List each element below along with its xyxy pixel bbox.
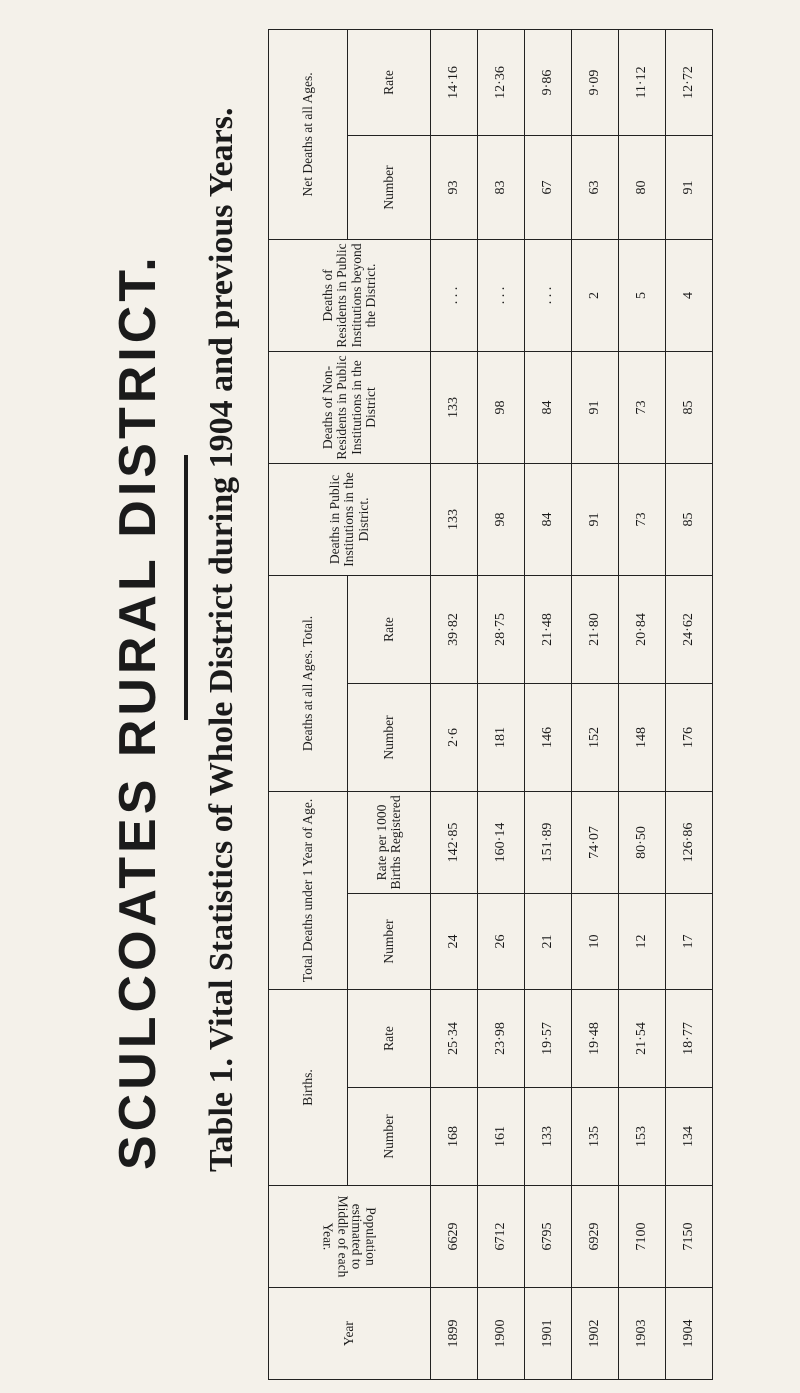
- cell-net-rate: 9·86: [525, 29, 572, 135]
- cell-infant-rate: 160·14: [478, 791, 525, 893]
- cell-infant-number: 21: [525, 893, 572, 989]
- cell-infant-number: 10: [572, 893, 619, 989]
- cell-net-rate: 12·72: [666, 29, 713, 135]
- cell-deaths-non-residents: 98: [478, 351, 525, 463]
- cell-net-rate: 11·12: [619, 29, 666, 135]
- cell-births-number: 153: [619, 1088, 666, 1186]
- cell-year: 1901: [525, 1288, 572, 1380]
- cell-net-rate: 9·09: [572, 29, 619, 135]
- cell-deaths-number: 152: [572, 683, 619, 791]
- cell-net-number: 93: [431, 135, 478, 239]
- cell-deaths-rate: 39·82: [431, 575, 478, 683]
- header-year: Year: [269, 1288, 431, 1380]
- header-births: Births.: [269, 989, 348, 1185]
- table-row: [572, 29, 619, 1379]
- cell-deaths-public: 98: [478, 463, 525, 575]
- header-net-rate: Rate: [348, 29, 431, 135]
- cell-year: 1900: [478, 1288, 525, 1380]
- cell-deaths-rate: 21·48: [525, 575, 572, 683]
- cell-infant-rate: 151·89: [525, 791, 572, 893]
- cell-infant-rate: 74·07: [572, 791, 619, 893]
- cell-year: 1903: [619, 1288, 666, 1380]
- cell-deaths-public: 85: [666, 463, 713, 575]
- header-deaths-rate: Rate: [348, 575, 431, 683]
- header-population-text: Population estimated to Middle of each Year.: [321, 1195, 379, 1278]
- cell-deaths-public: 91: [572, 463, 619, 575]
- header-births-number: Number: [348, 1088, 431, 1186]
- cell-net-number: 83: [478, 135, 525, 239]
- cell-births-number: 168: [431, 1088, 478, 1186]
- cell-deaths-public: 133: [431, 463, 478, 575]
- header-infant-deaths: Total Deaths under 1 Year of Age.: [269, 791, 348, 989]
- vital-statistics-table-wrapper: [268, 66, 708, 1380]
- header-deaths-total: Deaths at all Ages. Total.: [269, 575, 348, 791]
- cell-births-rate: 19·57: [525, 989, 572, 1087]
- cell-population: 6929: [572, 1186, 619, 1288]
- header-infant-number: Number: [348, 893, 431, 989]
- district-title: SCULCOATES RURAL DISTRICT.: [109, 253, 167, 1170]
- header-deaths-residents-beyond: Deaths of Residents in Public Institutions beyond the District.: [269, 239, 431, 351]
- cell-births-rate: 25·34: [431, 989, 478, 1087]
- cell-net-number: 63: [572, 135, 619, 239]
- cell-net-rate: 14·16: [431, 29, 478, 135]
- cell-deaths-non-residents: 84: [525, 351, 572, 463]
- table-row: [431, 29, 478, 1379]
- table-row: [478, 29, 525, 1379]
- cell-deaths-public: 73: [619, 463, 666, 575]
- cell-births-rate: 23·98: [478, 989, 525, 1087]
- cell-deaths-non-residents: 73: [619, 351, 666, 463]
- header-deaths-public: Deaths in Public Institutions in the District.: [269, 463, 431, 575]
- cell-deaths-number: 146: [525, 683, 572, 791]
- header-deaths-non-residents: Deaths of Non-Residents in Public Institutions in the District: [269, 351, 431, 463]
- cell-births-number: 161: [478, 1088, 525, 1186]
- cell-deaths-rate: 28·75: [478, 575, 525, 683]
- header-population: [269, 1186, 431, 1288]
- header-net-number: Number: [348, 135, 431, 239]
- cell-infant-rate: 142·85: [431, 791, 478, 893]
- cell-population: 7100: [619, 1186, 666, 1288]
- cell-net-number: 91: [666, 135, 713, 239]
- cell-deaths-rate: 20·84: [619, 575, 666, 683]
- cell-year: 1904: [666, 1288, 713, 1380]
- cell-deaths-number: 181: [478, 683, 525, 791]
- cell-infant-rate: 80·50: [619, 791, 666, 893]
- cell-population: 6795: [525, 1186, 572, 1288]
- cell-deaths-residents-beyond: 5: [619, 239, 666, 351]
- cell-net-number: 67: [525, 135, 572, 239]
- cell-year: 1899: [431, 1288, 478, 1380]
- cell-deaths-number: 2·6: [431, 683, 478, 791]
- cell-births-rate: 21·54: [619, 989, 666, 1087]
- cell-births-number: 133: [525, 1088, 572, 1186]
- cell-deaths-residents-beyond: 4: [666, 239, 713, 351]
- cell-deaths-residents-beyond: 2: [572, 239, 619, 351]
- cell-deaths-rate: 24·62: [666, 575, 713, 683]
- header-births-rate: Rate: [348, 989, 431, 1087]
- header-deaths-number: Number: [348, 683, 431, 791]
- cell-deaths-residents-beyond: . . .: [478, 239, 525, 351]
- vital-statistics-table: [268, 29, 713, 1380]
- cell-infant-number: 26: [478, 893, 525, 989]
- cell-births-number: 135: [572, 1088, 619, 1186]
- cell-population: 7150: [666, 1186, 713, 1288]
- cell-deaths-non-residents: 91: [572, 351, 619, 463]
- cell-deaths-non-residents: 85: [666, 351, 713, 463]
- cell-population: 6712: [478, 1186, 525, 1288]
- cell-deaths-residents-beyond: . . .: [431, 239, 478, 351]
- cell-infant-number: 12: [619, 893, 666, 989]
- cell-deaths-number: 148: [619, 683, 666, 791]
- cell-deaths-rate: 21·80: [572, 575, 619, 683]
- cell-births-rate: 18·77: [666, 989, 713, 1087]
- cell-year: 1902: [572, 1288, 619, 1380]
- cell-infant-number: 17: [666, 893, 713, 989]
- cell-net-rate: 12·36: [478, 29, 525, 135]
- table-row: [619, 29, 666, 1379]
- cell-infant-rate: 126·86: [666, 791, 713, 893]
- cell-deaths-non-residents: 133: [431, 351, 478, 463]
- title-rule: [184, 455, 188, 720]
- cell-births-number: 134: [666, 1088, 713, 1186]
- header-infant-rate: Rate per 1000 Births Registered: [348, 791, 431, 893]
- table-caption: Table 1. Vital Statistics of Whole District during 1904 and previous Years.: [203, 107, 240, 1172]
- cell-net-number: 80: [619, 135, 666, 239]
- cell-deaths-public: 84: [525, 463, 572, 575]
- cell-population: 6629: [431, 1186, 478, 1288]
- cell-deaths-residents-beyond: . . .: [525, 239, 572, 351]
- cell-infant-number: 24: [431, 893, 478, 989]
- cell-deaths-number: 176: [666, 683, 713, 791]
- table-row: [525, 29, 572, 1379]
- header-net-deaths: Net Deaths at all Ages.: [269, 29, 348, 239]
- cell-births-rate: 19·48: [572, 989, 619, 1087]
- table-row: [666, 29, 713, 1379]
